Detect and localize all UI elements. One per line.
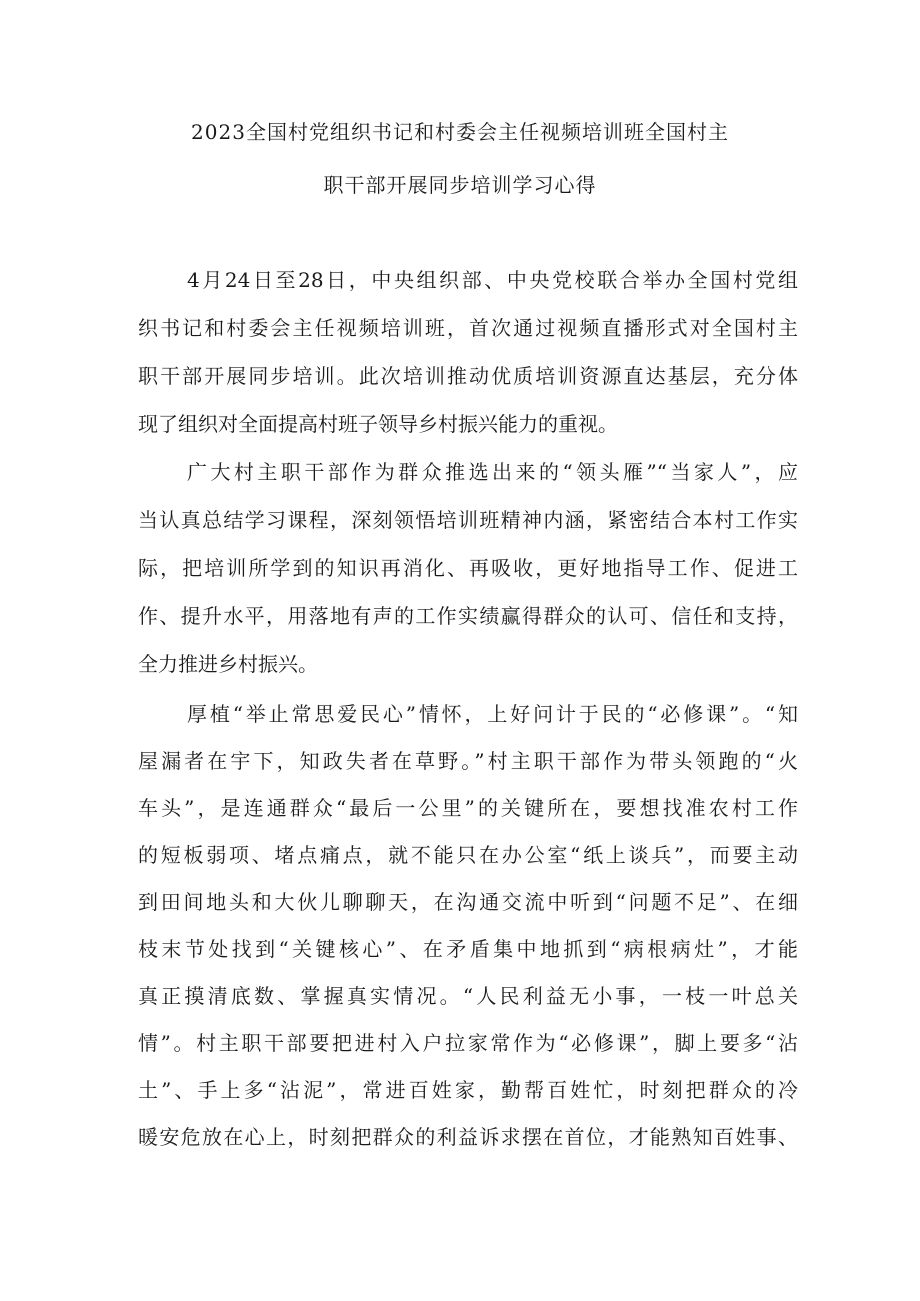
paragraph-line: 厚植“举止常思爱民心”情怀，上好问计于民的“必修课”。“知 [187,702,798,726]
document-title-line-1: 2023全国村党组织书记和村委会主任视频培训班全国村主 [191,120,729,144]
paragraph-line: 情”。村主职干部要把进村入户拉家常作为“必修课”，脚上要多“沾 [138,1031,798,1055]
paragraph-line: 织书记和村委会主任视频培训班，首次通过视频直播形式对全国村主 [138,316,798,340]
paragraph-line: 到田间地头和大伙儿聊聊天，在沟通交流中听到“问题不足”、在细 [138,890,798,914]
paragraph-line: 广大村主职干部作为群众推选出来的“领头雁”“当家人”，应 [187,460,798,484]
paragraph-line: 土”、手上多“沾泥”，常进百姓家，勤帮百姓忙，时刻把群众的冷 [138,1078,798,1102]
paragraph-line: 的短板弱项、堵点痛点，就不能只在办公室“纸上谈兵”，而要主动 [138,843,798,867]
paragraph-line: 4月24日至28日，中央组织部、中央党校联合举办全国村党组 [187,268,798,292]
paragraph-line: 暖安危放在心上，时刻把群众的利益诉求摆在首位，才能熟知百姓事、 [138,1125,798,1149]
paragraph-line: 车头”，是连通群众“最后一公里”的关键所在，要想找准农村工作 [138,796,798,820]
paragraph-line: 际，把培训所学到的知识再消化、再吸收，更好地指导工作、促进工 [138,556,798,580]
paragraph-line: 全力推进乡村振兴。 [138,652,318,676]
paragraph-line: 屋漏者在宇下，知政失者在草野。”村主职干部作为带头领跑的“火 [138,749,798,773]
paragraph-line: 真正摸清底数、掌握真实情况。“人民利益无小事，一枝一叶总关 [138,984,798,1008]
paragraph-line: 作、提升水平，用落地有声的工作实绩赢得群众的认可、信任和支持， [138,604,798,628]
paragraph-line: 当认真总结学习课程，深刻领悟培训班精神内涵，紧密结合本村工作实 [138,508,798,532]
paragraph-line: 现了组织对全面提高村班子领导乡村振兴能力的重视。 [138,412,618,436]
paragraph-line: 职干部开展同步培训。此次培训推动优质培训资源直达基层，充分体 [138,364,798,388]
document-title-line-2: 职干部开展同步培训学习心得 [323,173,597,197]
paragraph-line: 枝末节处找到“关键核心”、在矛盾集中地抓到“病根病灶”，才能 [138,937,798,961]
